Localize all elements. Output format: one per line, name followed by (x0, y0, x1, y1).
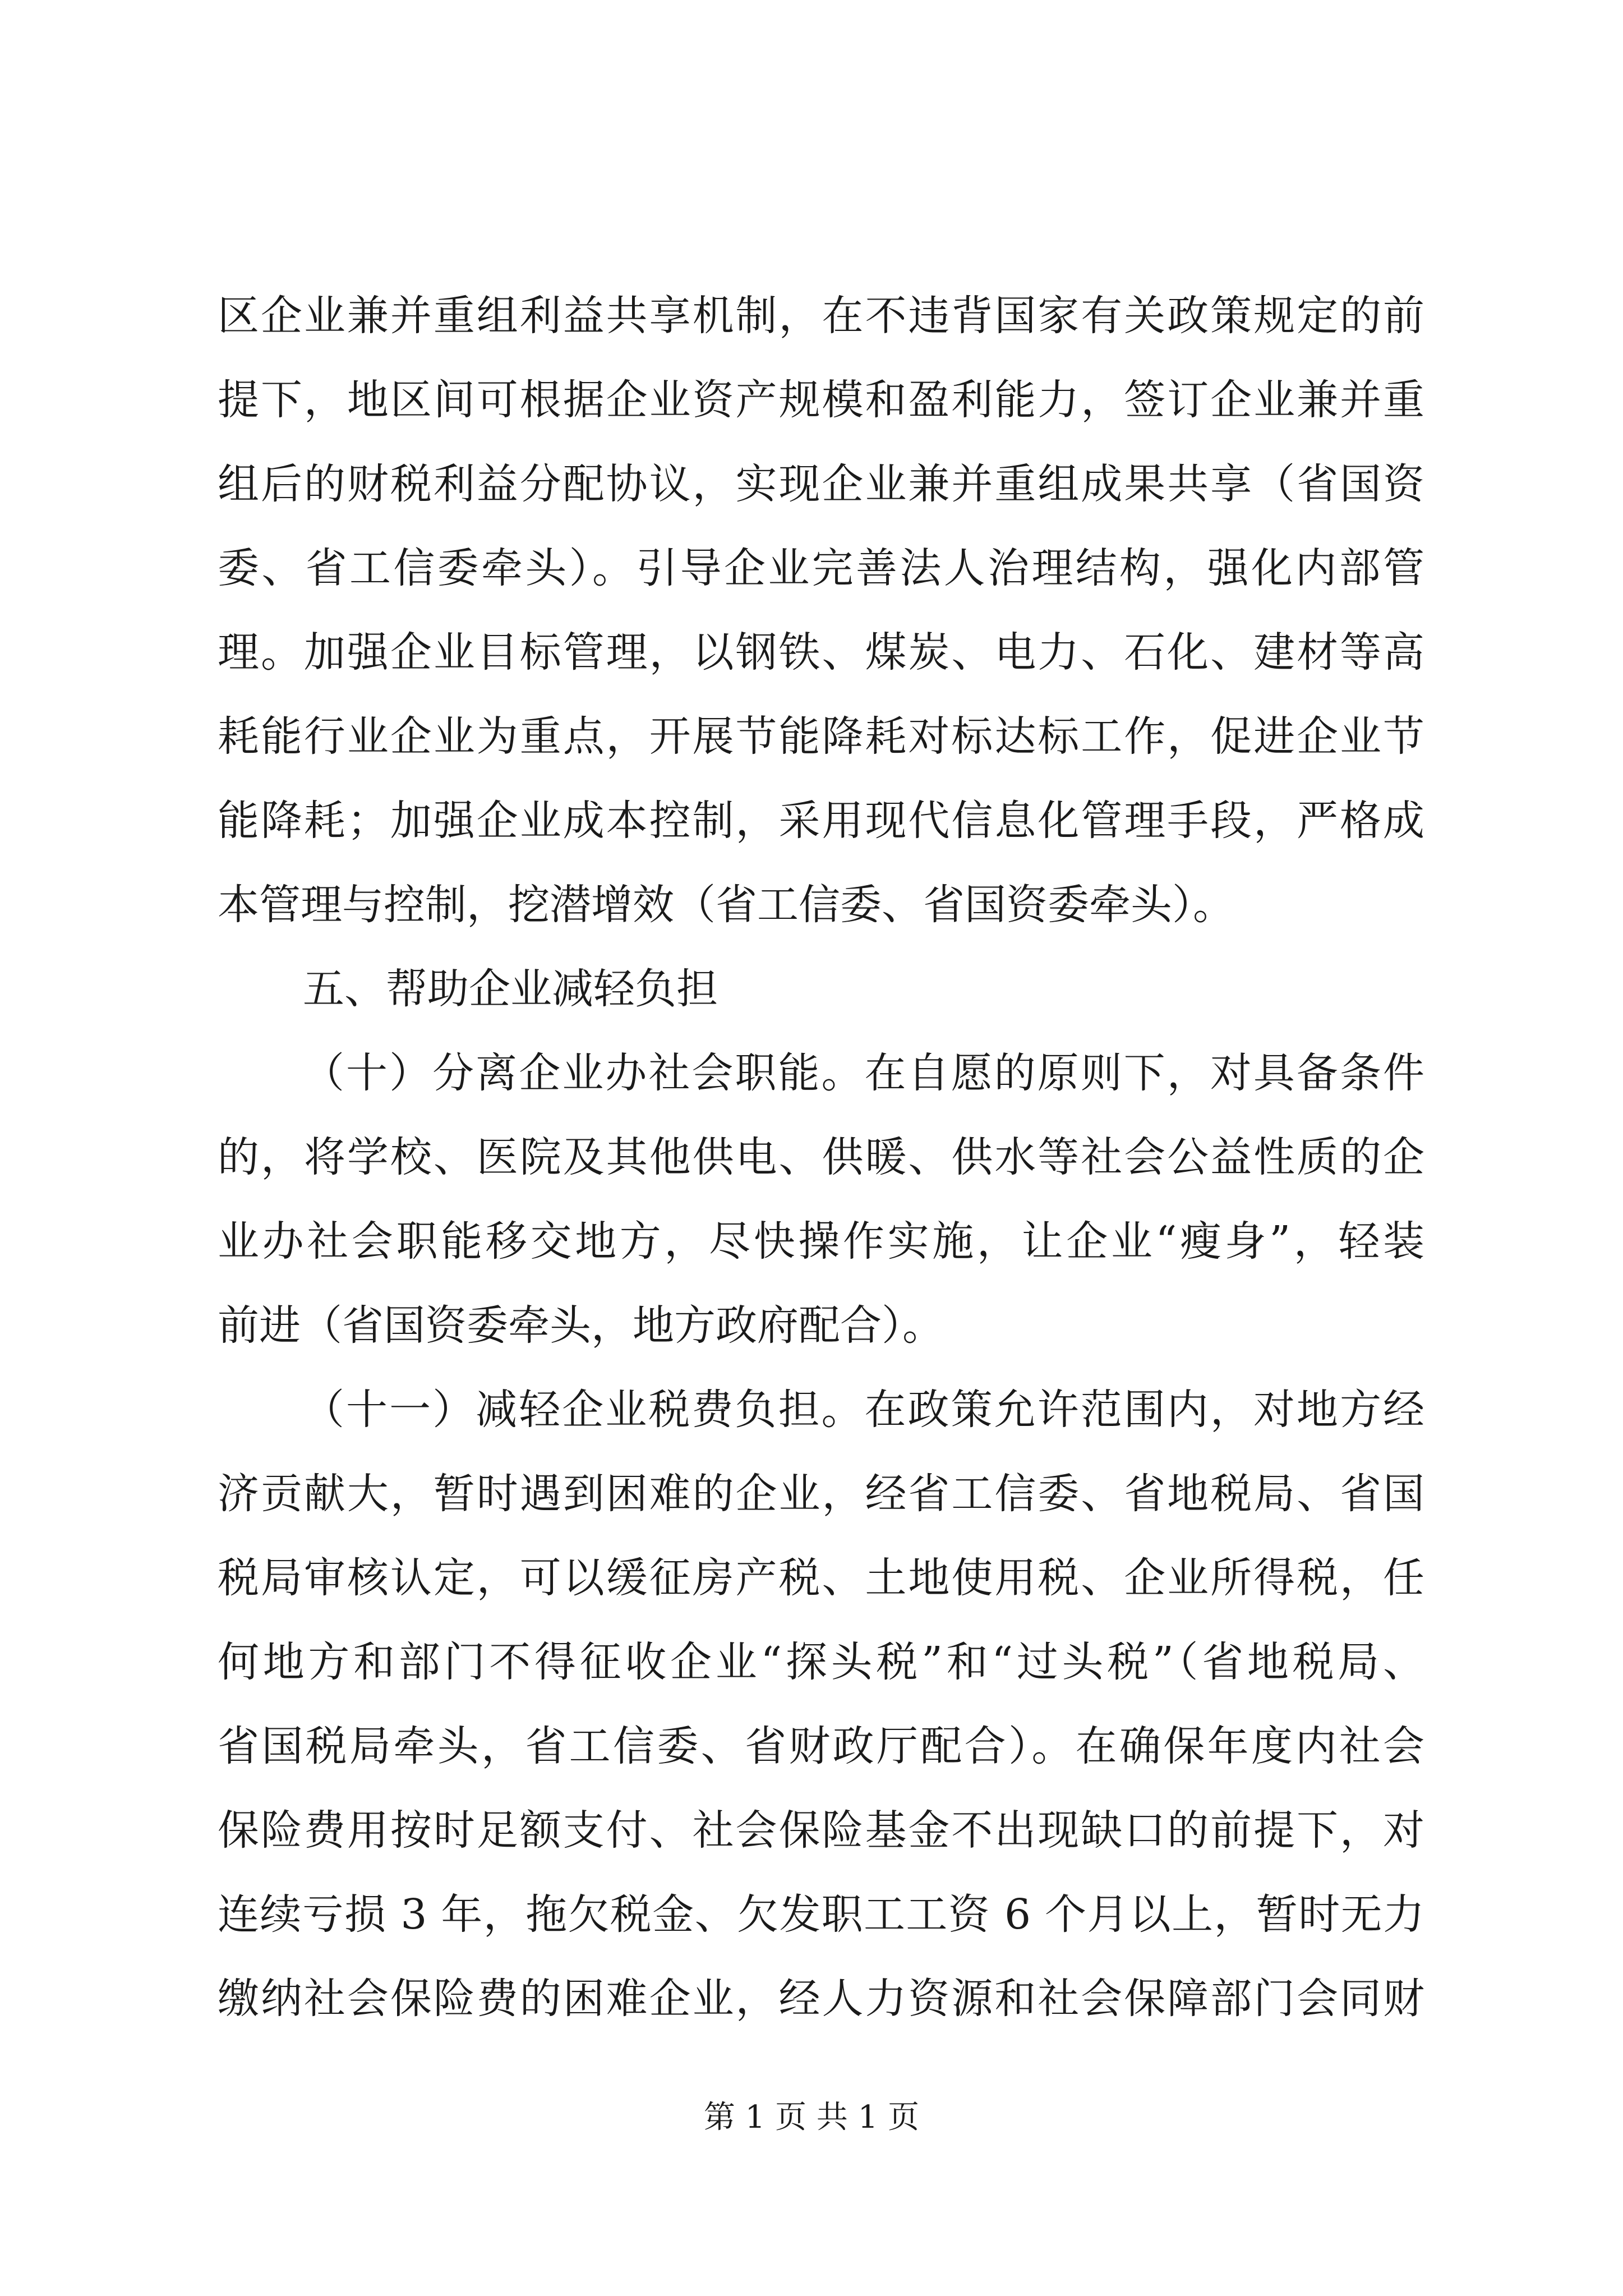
text-line: 能降耗；加强企业成本控制，采用现代信息化管理手段，严格成 (218, 797, 1424, 845)
paragraph-first-line: （十一）减轻企业税费负担。在政策允许范围内，对地方经 (303, 1386, 1424, 1434)
text-line: 区企业兼并重组利益共享机制，在不违背国家有关政策规定的前 (218, 292, 1424, 340)
page-number-footer: 第 1 页 共 1 页 (703, 2099, 920, 2136)
text-line: 组后的财税利益分配协议，实现企业兼并重组成果共享（省国资 (218, 460, 1424, 508)
text-line: 连续亏损 3 年，拖欠税金、欠发职工工资 6 个月以上，暂时无力 (218, 1890, 1424, 1939)
text-line: 的，将学校、医院及其他供电、供暖、供水等社会公益性质的企 (218, 1133, 1424, 1181)
text-line: 业办社会职能移交地方，尽快操作实施，让企业“瘦身”，轻装 (218, 1217, 1424, 1266)
text-line: 提下，地区间可根据企业资产规模和盈利能力，签订企业兼并重 (218, 376, 1424, 424)
text-line: 济贡献大，暂时遇到困难的企业，经省工信委、省地税局、省国 (218, 1470, 1424, 1518)
text-line: 缴纳社会保险费的困难企业，经人力资源和社会保障部门会同财 (218, 1975, 1424, 2023)
text-line: 理。加强企业目标管理，以钢铁、煤炭、电力、石化、建材等高 (218, 628, 1424, 677)
text-line: 税局审核认定，可以缓征房产税、土地使用税、企业所得税，任 (218, 1554, 1424, 1602)
text-line: 耗能行业企业为重点，开展节能降耗对标达标工作，促进企业节 (218, 712, 1424, 761)
text-line: 保险费用按时足额支付、社会保险基金不出现缺口的前提下，对 (218, 1806, 1424, 1855)
text-line: 何地方和部门不得征收企业“探头税”和“过头税”（省地税局、 (218, 1638, 1424, 1686)
text-line: 前进（省国资委牵头，地方政府配合）。 (218, 1301, 944, 1350)
text-line: 本管理与控制，挖潜增效（省工信委、省国资委牵头）。 (218, 881, 1234, 929)
text-line: 委、省工信委牵头）。引导企业完善法人治理结构，强化内部管 (218, 544, 1424, 592)
paragraph-first-line: （十）分离企业办社会职能。在自愿的原则下，对具备条件 (303, 1049, 1424, 1097)
text-line: 省国税局牵头，省工信委、省财政厅配合）。在确保年度内社会 (218, 1722, 1424, 1770)
section-heading: 五、帮助企业减轻负担 (303, 965, 718, 1013)
